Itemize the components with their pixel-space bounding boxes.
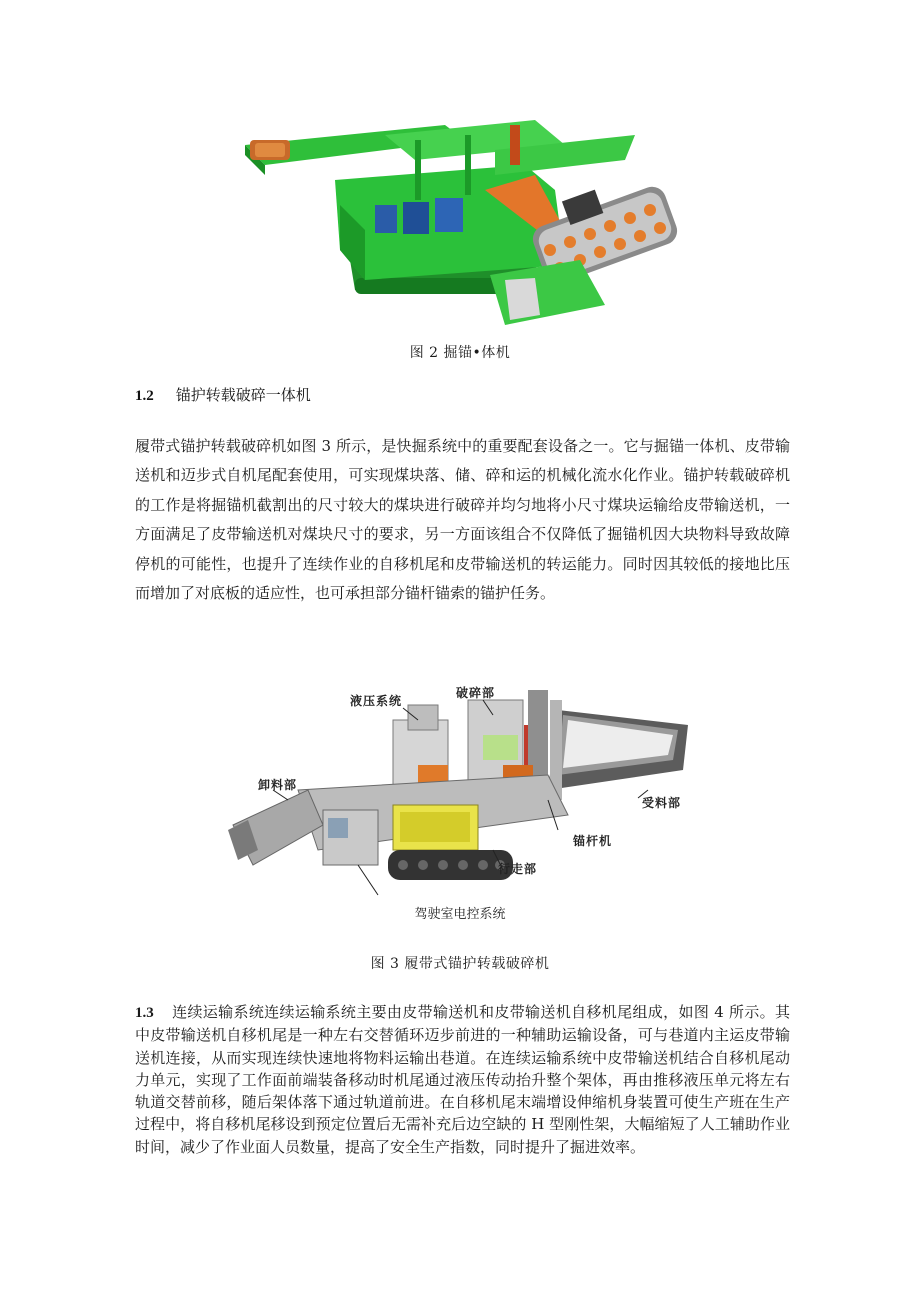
- crawler-crusher-illustration: [228, 680, 693, 905]
- label-cab-electrical: 驾驶室电控系统: [414, 907, 506, 922]
- figure-3-caption: 图 3 履带式锚护转载破碎机: [370, 956, 550, 972]
- figure-3: [228, 680, 693, 905]
- section-title: 连续运输系统: [171, 1003, 265, 1021]
- section-number: 1.2: [135, 388, 154, 404]
- label-walking: 行走部: [498, 862, 538, 876]
- figure-2-caption: 图 2 掘锚•体机: [409, 345, 511, 361]
- section-1-2-heading: [135, 384, 311, 405]
- section-title: 锚护转载破碎一体机: [175, 386, 311, 404]
- figure-2: [235, 110, 685, 340]
- roadheader-bolter-illustration: [235, 110, 685, 340]
- section-1-2-paragraph: 履带式锚护转载破碎机如图 3 所示，是快掘系统中的重要配套设备之一。它与掘锚一体机、皮带输送机和迈步式自机尾配套使用，可实现煤块落、储、碎和运的机械化流水化作业。锚护转载破碎机的工作是将掘锚机截割出的尺寸较大的煤块进行破碎并均匀地将小尺寸煤块运输给皮带输送机，一方面满足了皮带输送机对煤块尺寸的要求，另一方面该组合不仅降低了掘锚机因大块物料导致故障停机的可能性，也提升了连续作业的自移机尾和皮带输送机的转运能力。同时因其较低的接地比压而增加了对底板的适应性，也可承担部分锚杆锚索的锚护任务。: [135, 437, 790, 603]
- section-number: 1.3: [135, 1005, 154, 1021]
- label-hydraulic-system: 液压系统: [350, 694, 403, 708]
- label-bolter: 锚杆机: [573, 834, 613, 848]
- section-1-3-heading: [135, 1003, 264, 1021]
- section-1-3-body: 连续运输系统主要由皮带输送机和皮带输送机自移机尾组成，如图 4 所示。其中皮带输送机自移机尾是一种左右交替循环迈步前进的一种辅助运输设备，可与巷道内主运皮带输送机连接，从而实现连续快速地将物料运输出巷道。在连续运输系统中皮带输送机结合自移机尾动力单元，实现了工作面前端装备移动时机尾通过液压传动抬升整个架体，再由推移液压单元将左右轨道交替前移，随后架体落下通过轨道前进。在自移机尾末端增设伸缩机身装置可使生产班在生产过程中，将自移机尾移设到预定位置后无需补充后边空缺的 H 型刚性架，大幅缩短了人工辅助作业时间，减少了作业面人员数量，提高了安全生产指数，同时提升了掘进效率。: [135, 1003, 790, 1156]
- label-crusher: 破碎部: [456, 686, 496, 700]
- section-1-3-paragraph: [135, 1001, 790, 1158]
- label-receiving: 受料部: [642, 796, 682, 810]
- label-unloading: 卸料部: [258, 778, 298, 792]
